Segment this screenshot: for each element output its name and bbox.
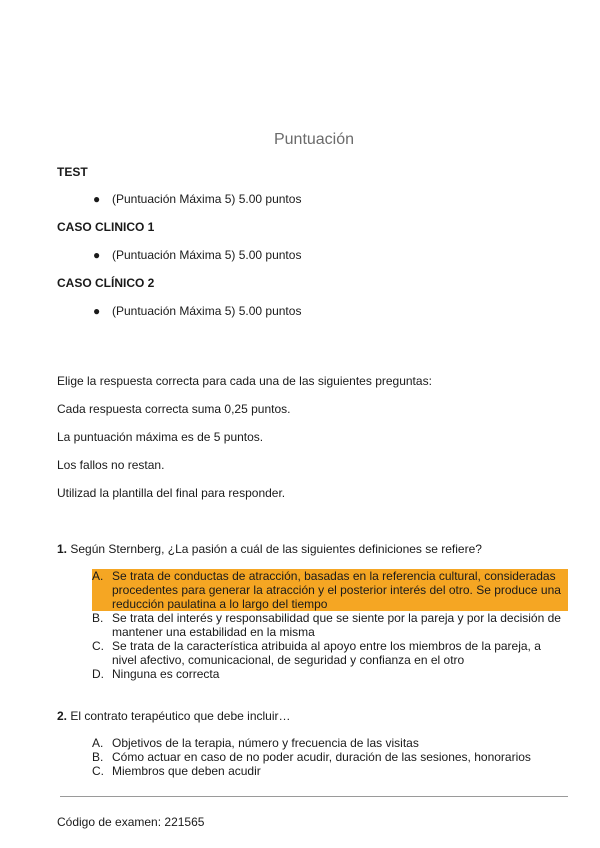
option-letter: B. xyxy=(92,611,104,625)
question-1-options xyxy=(92,569,568,681)
footer-divider xyxy=(60,796,568,797)
bullet-icon: ● xyxy=(93,304,101,318)
question-1 xyxy=(57,542,482,556)
instruction-line: Los fallos no restan. xyxy=(57,458,165,472)
option-letter: B. xyxy=(92,750,104,764)
instruction-line: Cada respuesta correcta suma 0,25 puntos. xyxy=(57,402,291,416)
option-b[interactable] xyxy=(92,611,568,639)
section-heading-caso-clinico-2: CASO CLÍNICO 2 xyxy=(57,276,155,290)
page-title: Puntuación xyxy=(273,131,355,148)
option-text: Miembros que deben acudir xyxy=(112,764,261,778)
question-text: Según Sternberg, ¿La pasión a cuál de las siguientes definiciones se refiere? xyxy=(70,542,482,556)
question-2-options xyxy=(92,736,568,778)
option-text: Se trata del interés y responsabilidad que se siente por la pareja y por la decisión de mantener una estabilidad en la misma xyxy=(112,611,561,639)
question-number: 2. xyxy=(57,709,68,723)
bullet-icon: ● xyxy=(93,248,101,262)
section-heading-caso-clinico-1: CASO CLINICO 1 xyxy=(57,220,155,234)
option-letter: A. xyxy=(92,736,104,750)
score-text: (Puntuación Máxima 5) 5.00 puntos xyxy=(112,304,302,318)
bullet-icon: ● xyxy=(93,192,101,206)
option-letter: D. xyxy=(92,667,104,681)
option-a[interactable] xyxy=(92,736,568,750)
option-text: Se trata de conductas de atracción, basadas en la referencia cultural, consideradas procedentes para generar la atracción y el posterior interés del otro. Se produce una reducción paulatina a lo largo del tiempo xyxy=(112,569,568,611)
section-score-test xyxy=(93,192,301,206)
option-letter: A. xyxy=(92,569,112,611)
option-a[interactable] xyxy=(92,569,568,611)
option-c[interactable] xyxy=(92,764,568,778)
option-letter: C. xyxy=(92,639,104,653)
question-2 xyxy=(57,709,291,723)
option-c[interactable] xyxy=(92,639,568,667)
section-score-caso-clinico-1 xyxy=(93,248,301,262)
option-letter: C. xyxy=(92,764,104,778)
score-text: (Puntuación Máxima 5) 5.00 puntos xyxy=(112,192,302,206)
instruction-line: Elige la respuesta correcta para cada una de las siguientes preguntas: xyxy=(57,374,432,388)
section-score-caso-clinico-2 xyxy=(93,304,301,318)
option-text: Se trata de la característica atribuida al apoyo entre los miembros de la pareja, a nivel afectivo, comunicacional, de seguridad y confianza en el otro xyxy=(112,639,541,667)
option-text: Ninguna es correcta xyxy=(112,667,220,681)
option-text: Objetivos de la terapia, número y frecuencia de las visitas xyxy=(112,736,419,750)
section-heading-test: TEST xyxy=(57,165,88,179)
exam-code: Código de examen: 221565 xyxy=(57,815,205,829)
instruction-line: Utilizad la plantilla del final para responder. xyxy=(57,486,286,500)
option-d[interactable] xyxy=(92,667,568,681)
instruction-line: La puntuación máxima es de 5 puntos. xyxy=(57,430,264,444)
option-text: Cómo actuar en caso de no poder acudir, duración de las sesiones, honorarios xyxy=(112,750,531,764)
option-b[interactable] xyxy=(92,750,568,764)
score-text: (Puntuación Máxima 5) 5.00 puntos xyxy=(112,248,302,262)
question-number: 1. xyxy=(57,542,68,556)
question-text: El contrato terapéutico que debe incluir… xyxy=(70,709,291,723)
